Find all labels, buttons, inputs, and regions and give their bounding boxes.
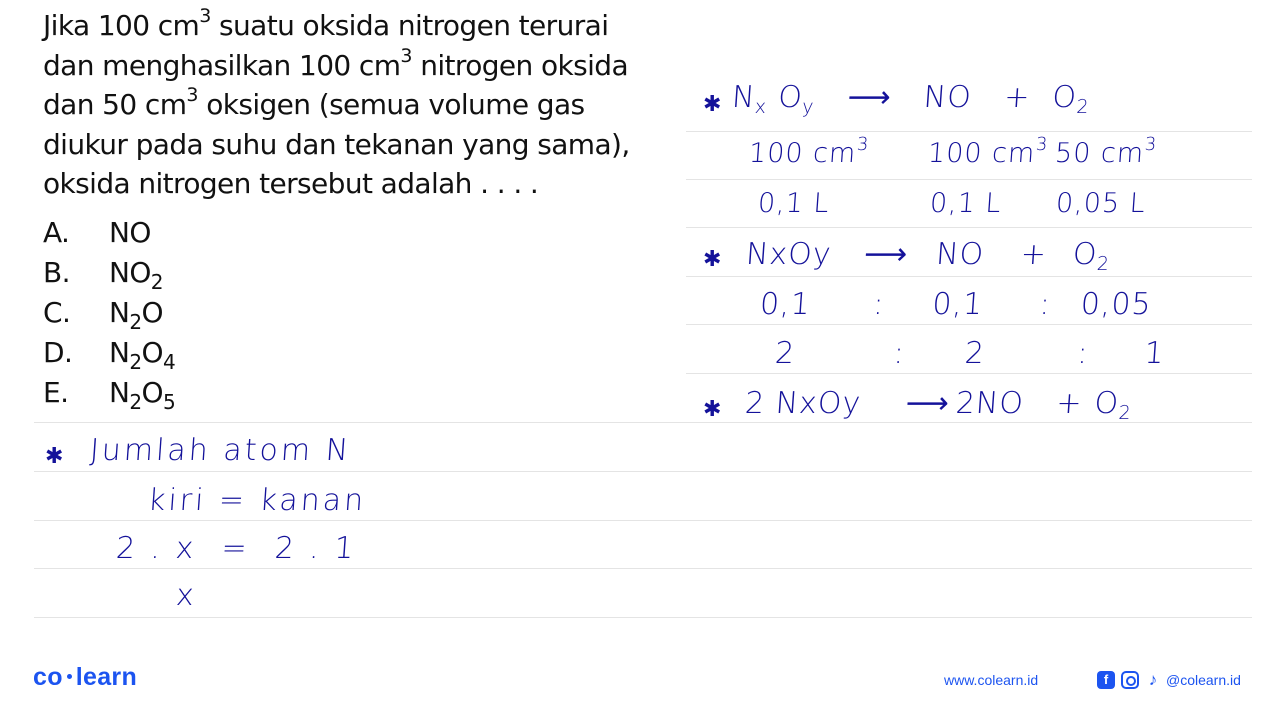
asterisk-icon: ✱ (45, 443, 64, 468)
note-text: O (1093, 386, 1121, 421)
note-text: 2 (773, 336, 797, 371)
balanced-reaction (743, 386, 1134, 424)
note-text: 100 cm (747, 138, 858, 169)
ruled-line (686, 324, 1252, 325)
note-superscript: 3 (1035, 134, 1050, 155)
question-line (43, 6, 643, 46)
choice-formula: NO (109, 216, 151, 249)
reaction-general-2 (744, 237, 1112, 275)
volume-reactant (747, 134, 871, 169)
choice-formula: $N_2O$ (109, 296, 163, 334)
question-line (43, 46, 643, 86)
arrow-icon: ⟶ (846, 80, 893, 115)
asterisk-icon: ✱ (703, 246, 722, 271)
note-subscript: 2 (1096, 253, 1111, 275)
note-subscript: 2 (1117, 402, 1133, 424)
ruled-line (34, 471, 1252, 472)
ruled-line (686, 131, 1252, 132)
question-fragment: Jika 100 cm (43, 9, 200, 42)
note-text: 2 NxOy (743, 386, 863, 421)
ruled-line (34, 520, 1252, 521)
choice-letter: A. (43, 216, 70, 249)
logo-text: co (33, 663, 63, 691)
choice-letter: E. (43, 376, 69, 409)
note-solve-x: x (174, 578, 196, 613)
choice-letter: C. (43, 296, 71, 329)
ratio-integer (774, 336, 1166, 371)
note-text: 0,1 (931, 287, 985, 322)
superscript: 3 (186, 84, 198, 106)
social-handle[interactable]: @colearn.id (1166, 672, 1241, 688)
choice-formula: $NO_2$ (109, 256, 163, 294)
logo-dot (67, 674, 72, 679)
website-link[interactable]: www.colearn.id (944, 672, 1039, 688)
note-text: 100 cm (926, 138, 1037, 169)
note-text: 50 cm (1053, 138, 1146, 169)
note-text: 0,05 (1079, 287, 1153, 322)
volume-o2 (1053, 134, 1158, 169)
question-fragment: dan 50 cm (43, 88, 187, 121)
question-text (43, 6, 643, 204)
note-text: N (730, 80, 757, 115)
note-text: : (892, 336, 906, 371)
liter-o2: 0,05 L (1054, 188, 1147, 219)
ruled-line (686, 373, 1252, 374)
volume-no (926, 134, 1050, 169)
note-text: : (872, 287, 886, 322)
note-superscript: 3 (1143, 134, 1158, 155)
reaction-general (730, 80, 1092, 118)
instagram-icon[interactable] (1121, 671, 1139, 689)
liter-reactant: 0,1 L (756, 188, 831, 219)
note-text: NxOy (744, 237, 833, 272)
question-fragment: dan menghasilkan 100 cm (43, 48, 401, 82)
superscript: 3 (199, 5, 211, 27)
arrow-icon: ⟶ (862, 237, 910, 272)
ruled-line (686, 179, 1252, 180)
question-line (43, 85, 643, 125)
note-text: 2NO (954, 386, 1026, 421)
ruled-line (34, 617, 1252, 618)
note-text: 1 (1143, 336, 1166, 371)
question-fragment: suatu oksida nitrogen terurai (210, 9, 609, 42)
ratio-liter (759, 287, 1153, 322)
asterisk-icon: ✱ (703, 396, 722, 421)
choice-formula: $N_2O_4$ (109, 336, 176, 374)
note-text: NO (922, 80, 973, 115)
note-text: + (1003, 80, 1032, 115)
choice-letter: D. (43, 336, 73, 369)
note-text: + (1055, 386, 1084, 421)
question-fragment: oksigen (semua volume gas (197, 88, 585, 121)
note-text: O (1051, 80, 1079, 115)
note-text: O (777, 80, 805, 115)
note-subscript: x (754, 96, 768, 118)
ruled-line (686, 276, 1252, 277)
choice-formula: $N_2O_5$ (109, 376, 176, 414)
note-text: 0,1 (758, 287, 812, 322)
superscript: 3 (400, 44, 412, 67)
note-text: : (1038, 287, 1052, 322)
colearn-logo (33, 663, 137, 692)
choice-letter: B. (43, 256, 70, 289)
facebook-icon[interactable]: f (1097, 671, 1115, 689)
liter-no: 0,1 L (928, 188, 1003, 219)
note-text: + (1019, 237, 1049, 272)
note-superscript: 3 (856, 134, 871, 155)
asterisk-icon: ✱ (703, 91, 722, 116)
ruled-line (686, 227, 1252, 228)
ruled-line (34, 568, 1252, 569)
note-text: : (1076, 336, 1090, 371)
question-line: diukur pada suhu dan tekanan yang sama), (43, 127, 630, 161)
note-text: 2 (963, 336, 987, 371)
arrow-icon: ⟶ (904, 386, 951, 421)
note-atom-count: Jumlah atom N (88, 433, 353, 468)
note-subscript: y (801, 96, 816, 118)
note-subscript: 2 (1075, 96, 1091, 118)
question-line: oksida nitrogen tersebut adalah . . . . (43, 167, 539, 200)
note-equation: 2 . x = 2 . 1 (114, 531, 358, 566)
logo-text: learn (75, 663, 138, 691)
note-text: NO (934, 237, 986, 272)
note-left-right: kiri = kanan (146, 483, 368, 518)
note-text: O (1071, 237, 1099, 272)
tiktok-icon[interactable]: ♪ (1148, 670, 1158, 689)
question-fragment: nitrogen oksida (411, 48, 629, 82)
ruled-line (34, 422, 1252, 423)
